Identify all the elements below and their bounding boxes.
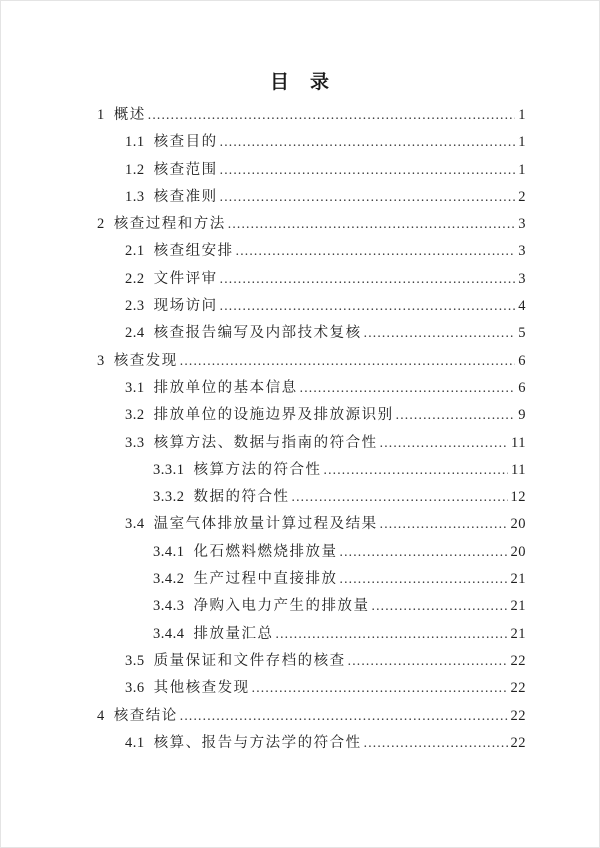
toc-entry[interactable] [97, 349, 526, 376]
toc-entry-number: 2.1 [125, 243, 145, 260]
toc-entry-page: 9 [518, 407, 526, 424]
toc-entry-page: 3 [518, 216, 526, 233]
toc-dot-leader [340, 544, 508, 560]
toc-entry-page: 12 [510, 489, 526, 506]
toc-dot-leader [300, 380, 516, 396]
toc-entry-number: 3.1 [125, 379, 145, 396]
toc-dot-leader [220, 134, 516, 150]
toc-entry[interactable] [97, 458, 526, 485]
toc-entry[interactable] [97, 294, 526, 321]
toc-entry[interactable] [97, 622, 526, 649]
toc-entry-label: 核查目的 [153, 134, 218, 151]
toc-entry-number: 4.1 [125, 734, 145, 751]
toc-entry-label: 核算方法、数据与指南的符合性 [153, 434, 378, 451]
toc-entry-number: 3.4 [125, 516, 145, 533]
toc-entry[interactable] [97, 567, 526, 594]
toc-dot-leader [396, 407, 516, 423]
toc-entry-label: 排放单位的基本信息 [153, 379, 298, 396]
toc-entry[interactable] [97, 512, 526, 539]
toc-entry[interactable] [97, 431, 526, 458]
toc-entry[interactable] [97, 239, 526, 266]
toc-entry[interactable] [97, 185, 526, 212]
toc-dot-leader [180, 708, 508, 724]
toc-entry-page: 11 [511, 434, 526, 451]
toc-entry-number: 3.2 [125, 407, 145, 424]
toc-entry-number: 2.4 [125, 325, 145, 342]
toc-entry-number: 2 [97, 216, 105, 233]
toc-dot-leader [148, 107, 516, 123]
toc-entry[interactable] [97, 376, 526, 403]
toc-entry-label: 核查发现 [113, 352, 178, 369]
toc-entry[interactable] [97, 540, 526, 567]
toc-entry-page: 1 [518, 134, 526, 151]
toc-entry-number: 1.2 [125, 161, 145, 178]
toc-entry[interactable] [97, 676, 526, 703]
toc-entry-label: 核查结论 [113, 707, 178, 724]
toc-entry-label: 排放量汇总 [193, 625, 274, 642]
toc-entry-number: 3.6 [125, 680, 145, 697]
toc-entry-page: 3 [518, 243, 526, 260]
toc-entry-number: 3.4.1 [153, 543, 185, 560]
toc-entry-label: 现场访问 [153, 298, 218, 315]
toc-entry-page: 22 [510, 734, 526, 751]
toc-entry-label: 其他核查发现 [153, 680, 250, 697]
toc-entry-label: 净购入电力产生的排放量 [193, 598, 370, 615]
toc-entry-number: 1.1 [125, 134, 145, 151]
toc-entry-label: 化石燃料燃烧排放量 [193, 543, 338, 560]
toc-entry-number: 3.3 [125, 434, 145, 451]
toc-title: 目 录 [269, 72, 330, 93]
toc-entry[interactable] [97, 649, 526, 676]
toc-entry-label: 文件评审 [153, 270, 218, 287]
toc-entry-page: 22 [510, 707, 526, 724]
toc-dot-leader [324, 462, 509, 478]
toc-entry-label: 核查组安排 [153, 243, 234, 260]
toc-entry-label: 核查报告编写及内部技术复核 [153, 325, 362, 342]
toc-entry-label: 核算方法的符合性 [193, 461, 322, 478]
toc-entry[interactable] [97, 704, 526, 731]
toc-dot-leader [372, 598, 508, 614]
toc-dot-leader [340, 571, 508, 587]
toc-dot-leader [348, 653, 508, 669]
toc-entry-number: 3.4.2 [153, 571, 185, 588]
toc-entry-page: 11 [511, 461, 526, 478]
toc-entry-label: 温室气体排放量计算过程及结果 [153, 516, 378, 533]
toc-entry-number: 1 [97, 107, 105, 123]
toc-entry-number: 3.3.1 [153, 461, 185, 478]
toc-entry-label: 生产过程中直接排放 [193, 571, 338, 588]
toc-dot-leader [180, 353, 516, 369]
toc-entry-page: 3 [518, 270, 526, 287]
toc-entry-page: 21 [510, 571, 526, 588]
toc-dot-leader [364, 325, 516, 341]
toc-dot-leader [292, 489, 508, 505]
toc-entry[interactable] [97, 103, 526, 130]
toc-entry-page: 5 [518, 325, 526, 342]
toc-entry[interactable] [97, 403, 526, 430]
toc-entry-page: 6 [518, 379, 526, 396]
toc-entry-page: 6 [518, 352, 526, 369]
toc-entry[interactable] [97, 212, 526, 239]
toc-entry-page: 2 [518, 188, 526, 205]
toc-entry-number: 3.3.2 [153, 489, 185, 506]
toc-entry[interactable] [97, 267, 526, 294]
toc-entry-page: 4 [518, 298, 526, 315]
toc-entry[interactable] [97, 731, 526, 758]
toc-entry-page: 1 [518, 161, 526, 178]
toc-dot-leader [380, 435, 508, 451]
toc-entry-number: 3.5 [125, 652, 145, 669]
toc-dot-leader [276, 626, 508, 642]
toc-entry-label: 排放单位的设施边界及排放源识别 [153, 407, 394, 424]
toc-entry-label: 质量保证和文件存档的核查 [153, 652, 346, 669]
toc-entry[interactable] [97, 594, 526, 621]
toc-entry-label: 数据的符合性 [193, 489, 290, 506]
toc-dot-leader [252, 680, 508, 696]
toc-entry[interactable] [97, 485, 526, 512]
toc-entry-number: 1.3 [125, 188, 145, 205]
toc-entry-label: 概述 [113, 107, 146, 123]
toc-dot-leader [228, 216, 516, 232]
toc-entry-number: 3 [97, 352, 105, 369]
toc-entry-label: 核查过程和方法 [113, 216, 226, 233]
toc-entry-number: 2.2 [125, 270, 145, 287]
toc-entry-page: 21 [510, 625, 526, 642]
toc-entry-page: 21 [510, 598, 526, 615]
toc-dot-leader [220, 162, 516, 178]
toc-dot-leader [220, 298, 516, 314]
toc-entry-page: 20 [510, 543, 526, 560]
toc-entry-page: 22 [510, 652, 526, 669]
toc-dot-leader [220, 271, 516, 287]
toc-entry-page: 22 [510, 680, 526, 697]
toc-dot-leader [220, 189, 516, 205]
toc-entry-number: 3.4.4 [153, 625, 185, 642]
toc-entry-page: 1 [518, 107, 526, 123]
toc-entry-label: 核查准则 [153, 188, 218, 205]
toc-dot-leader [236, 243, 516, 259]
toc-entry-number: 2.3 [125, 298, 145, 315]
toc-entry-label: 核算、报告与方法学的符合性 [153, 734, 362, 751]
toc-dot-leader [380, 516, 508, 532]
toc-entry-page: 20 [510, 516, 526, 533]
toc-dot-leader [364, 735, 508, 751]
toc-entry-number: 3.4.3 [153, 598, 185, 615]
toc-entry-number: 4 [97, 707, 105, 724]
toc-entry[interactable] [97, 158, 526, 185]
toc-entry[interactable] [97, 321, 526, 348]
toc-entry-label: 核查范围 [153, 161, 218, 178]
toc-entry[interactable] [97, 130, 526, 157]
toc-list [97, 103, 526, 758]
